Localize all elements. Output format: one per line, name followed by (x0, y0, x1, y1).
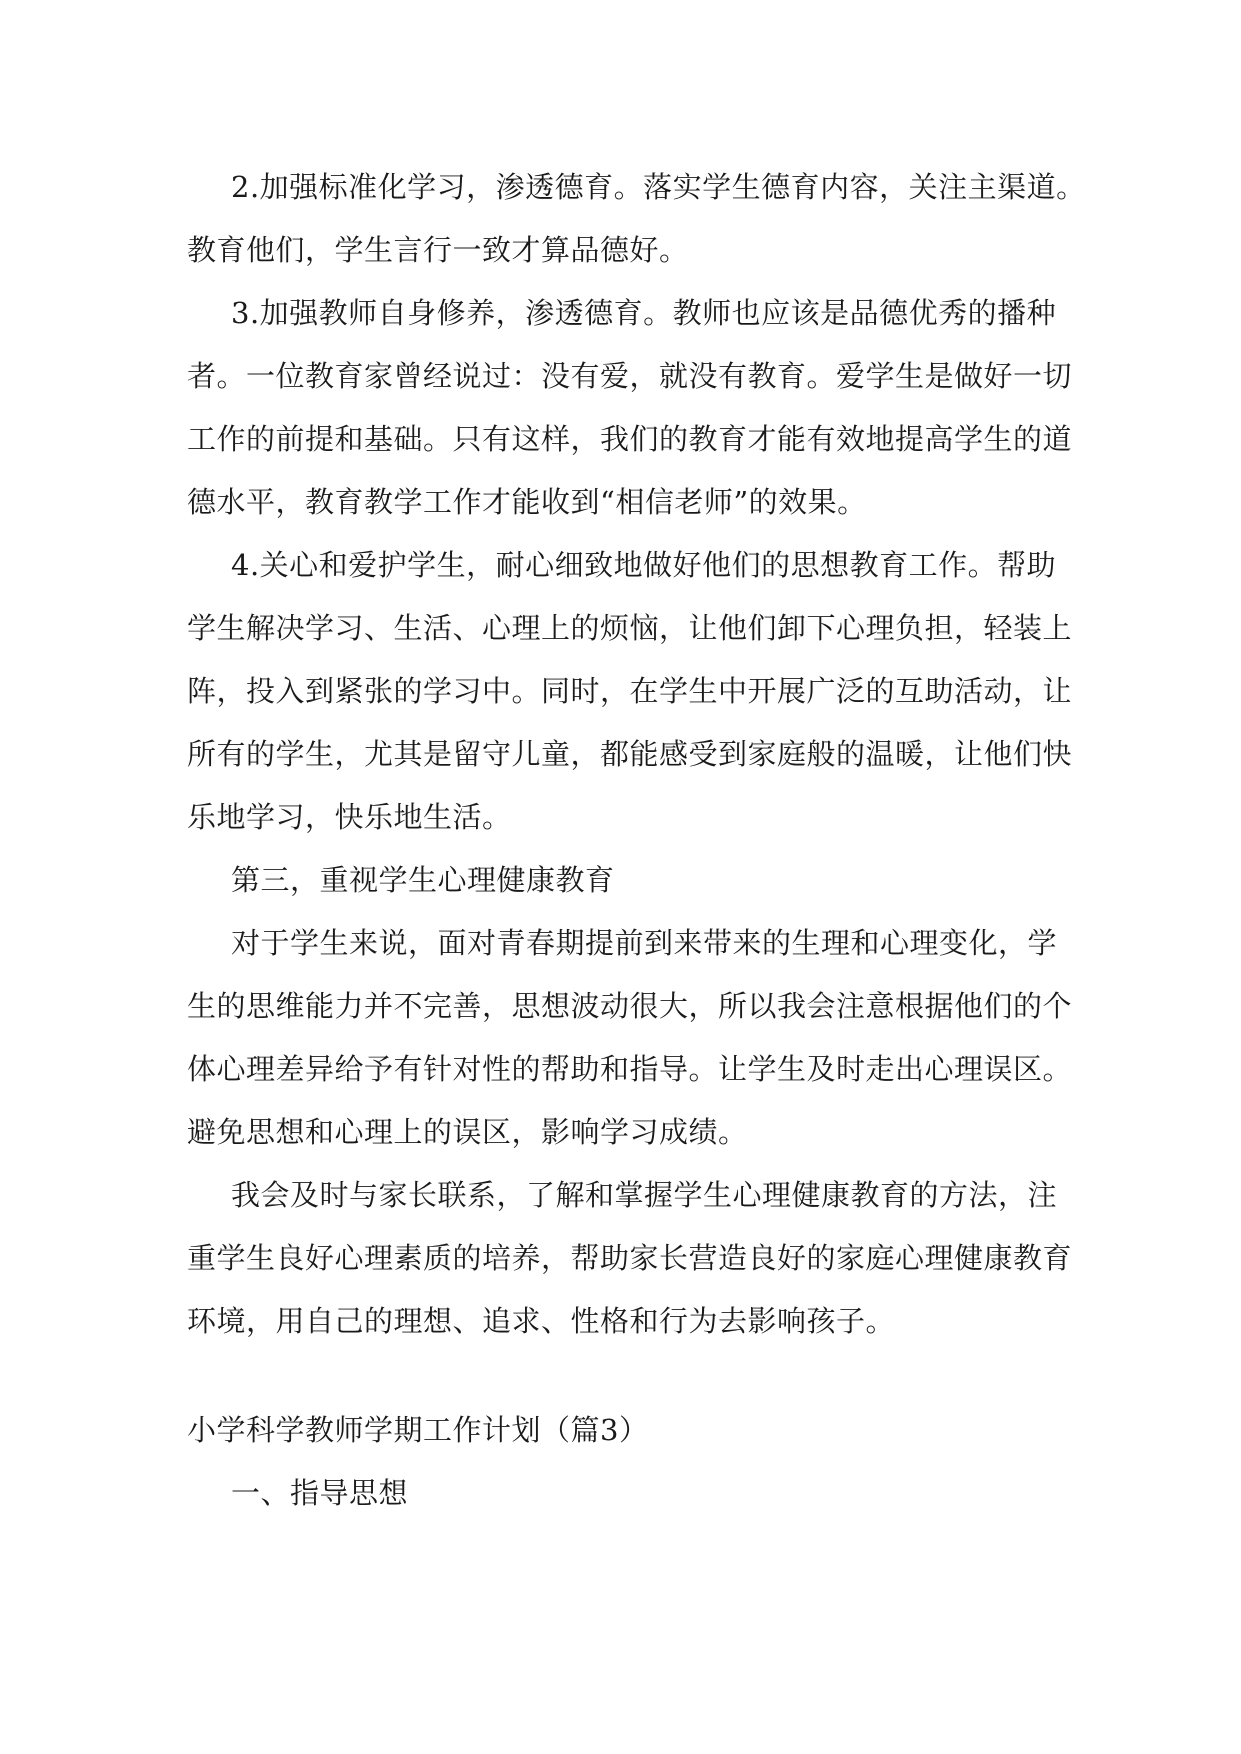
paragraph-line: 所有的学生，尤其是留守儿童，都能感受到家庭般的温暖，让他们快 (187, 737, 1073, 771)
paragraph-line: 乐地学习，快乐地生活。 (187, 800, 512, 834)
section-heading: 第三，重视学生心理健康教育 (231, 863, 615, 897)
paragraph-line: 3.加强教师自身修养，渗透德育。教师也应该是品德优秀的播种 (231, 296, 1057, 330)
document-title: 小学科学教师学期工作计划（篇3） (187, 1413, 649, 1447)
paragraph-line: 4.关心和爱护学生，耐心细致地做好他们的思想教育工作。帮助 (231, 548, 1057, 582)
section-heading: 一、指导思想 (231, 1476, 409, 1510)
paragraph-line: 生的思维能力并不完善，思想波动很大，所以我会注意根据他们的个 (187, 989, 1073, 1023)
paragraph-line: 体心理差异给予有针对性的帮助和指导。让学生及时走出心理误区。 (187, 1052, 1073, 1086)
paragraph-line: 者。一位教育家曾经说过：没有爱，就没有教育。爱学生是做好一切 (187, 359, 1073, 393)
paragraph-line: 对于学生来说，面对青春期提前到来带来的生理和心理变化，学 (231, 926, 1058, 960)
paragraph-line: 2.加强标准化学习，渗透德育。落实学生德育内容，关注主渠道。 (231, 170, 1086, 204)
paragraph-line: 德水平，教育教学工作才能收到“相信老师”的效果。 (187, 485, 867, 519)
paragraph-line: 工作的前提和基础。只有这样，我们的教育才能有效地提高学生的道 (187, 422, 1073, 456)
paragraph-line: 阵，投入到紧张的学习中。同时，在学生中开展广泛的互助活动，让 (187, 674, 1073, 708)
paragraph-line: 教育他们，学生言行一致才算品德好。 (187, 233, 689, 267)
paragraph-line: 我会及时与家长联系，了解和掌握学生心理健康教育的方法，注 (231, 1178, 1058, 1212)
paragraph-line: 重学生良好心理素质的培养，帮助家长营造良好的家庭心理健康教育 (187, 1241, 1073, 1275)
paragraph-line: 环境，用自己的理想、追求、性格和行为去影响孩子。 (187, 1304, 896, 1338)
paragraph-line: 学生解决学习、生活、心理上的烦恼，让他们卸下心理负担，轻装上 (187, 611, 1073, 645)
paragraph-line: 避免思想和心理上的误区，影响学习成绩。 (187, 1115, 748, 1149)
